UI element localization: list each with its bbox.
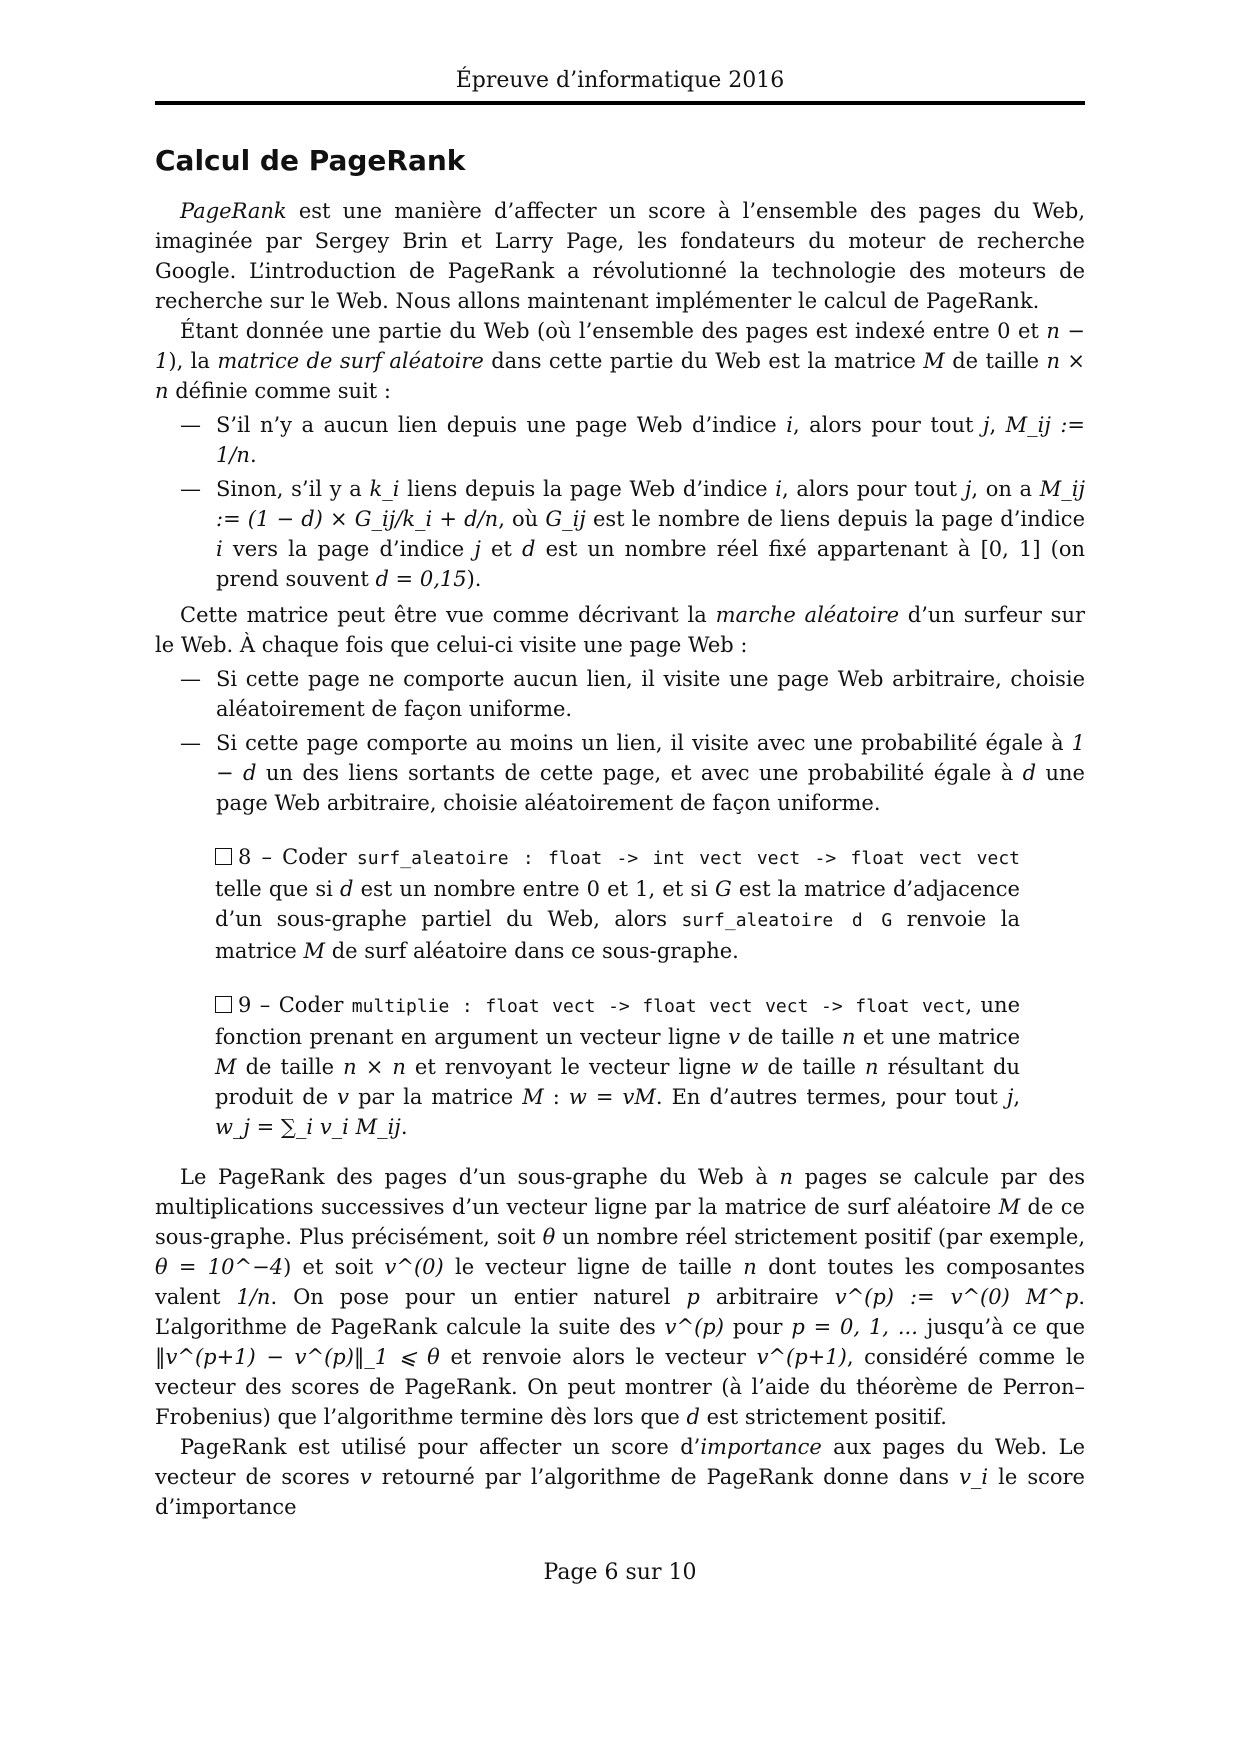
list-item: — Si cette page comporte au moins un lien, il visite avec une probabilité égale à 1 − d un des liens sortants de cette page, et avec une probabilité égale à d une page Web arbitraire, choisie aléatoirement de façon uniforme. bbox=[180, 731, 1085, 815]
checkbox-icon[interactable] bbox=[215, 996, 232, 1013]
document-page bbox=[155, 0, 1085, 1754]
list-item: — Si cette page ne comporte aucun lien, il visite une page Web arbitraire, choisie aléatoirement de façon uniforme. bbox=[180, 667, 1085, 721]
list-item: — S’il n’y a aucun lien depuis une page Web d’indice i, alors pour tout j, M_ij := 1/n. bbox=[180, 413, 1085, 467]
body-text bbox=[155, 196, 1085, 1522]
page-header: Épreuve d’informatique 2016 bbox=[455, 68, 785, 93]
paragraph-importance: PageRank est utilisé pour affecter un score d’importance aux pages du Web. Le vecteur de scores v retourné par l’algorithme de PageRank donne dans v_i le score d’importance bbox=[155, 1435, 1085, 1519]
page-footer: Page 6 sur 10 bbox=[543, 1560, 697, 1585]
header-rule bbox=[155, 101, 1085, 105]
checkbox-icon[interactable] bbox=[215, 848, 232, 865]
section-title: Calcul de PageRank bbox=[155, 144, 466, 177]
question-8: 8 – Coder surf_aleatoire : float -> int vect vect -> float vect vect telle que si d est un nombre entre 0 et 1, et si G est la matrice d’adjacence d’un sous-graphe partiel du Web, alors surf_aleatoire d G renvoie la matrice M de surf aléatoire dans ce sous-graphe. bbox=[215, 845, 1020, 963]
walk-list bbox=[155, 664, 1085, 818]
list-item: — Sinon, s’il y a k_i liens depuis la page Web d’indice i, alors pour tout j, on a M_ij := (1 − d) × G_ij/k_i + d/n, où G_ij est le nombre de liens depuis la page d’indice i vers la page d’indice j et d est un nombre réel fixé appartenant à [0, 1] (on prend souvent d = 0,15). bbox=[180, 477, 1086, 591]
paragraph-intro: PageRank est une manière d’affecter un score à l’ensemble des pages du Web, imaginée par Sergey Brin et Larry Page, les fondateurs du moteur de recherche Google. L’introduction de PageRank a révolutionné la technologie des moteurs de recherche sur le Web. Nous allons maintenant implémenter le calcul de PageRank. bbox=[155, 199, 1085, 313]
paragraph-random-walk: Cette matrice peut être vue comme décrivant la marche aléatoire d’un surfeur sur le Web. À chaque fois que celui-ci visite une page Web : bbox=[155, 603, 1086, 657]
definition-list bbox=[155, 410, 1085, 594]
question-9: 9 – Coder multiplie : float vect -> float vect vect -> float vect, une fonction prenant en argument un vecteur ligne v de taille n et une matrice M de taille n × n et renvoyant le vecteur ligne w de taille n résultant du produit de v par la matrice M : w = vM. En d’autres termes, pour tout j, w_j = ∑_i v_i M_ij. bbox=[215, 993, 1021, 1139]
paragraph-definition: Étant donnée une partie du Web (où l’ensemble des pages est indexé entre 0 et n − 1), la matrice de surf aléatoire dans cette partie du Web est la matrice M de taille n × n définie comme suit : bbox=[155, 319, 1086, 403]
paragraph-algorithm: Le PageRank des pages d’un sous-graphe du Web à n pages se calcule par des multiplications successives d’un vecteur ligne par la matrice de surf aléatoire M de ce sous-graphe. Plus précisément, soit θ un nombre réel strictement positif (par exemple, θ = 10^−4) et soit v^(0) le vecteur ligne de taille n dont toutes les composantes valent 1/n. On pose pour un entier naturel p arbitraire v^(p) := v^(0) M^p. L’algorithme de PageRank calcule la suite des v^(p) pour p = 0, 1, ... jusqu’à ce que ‖v^(p+1) − v^(p)‖_1 ⩽ θ et renvoie alors le vecteur v^(p+1), considéré comme le vecteur des scores de PageRank. On peut montrer (à l’aide du théorème de Perron–Frobenius) que l’algorithme termine dès lors que d est strictement positif. bbox=[155, 1165, 1086, 1429]
